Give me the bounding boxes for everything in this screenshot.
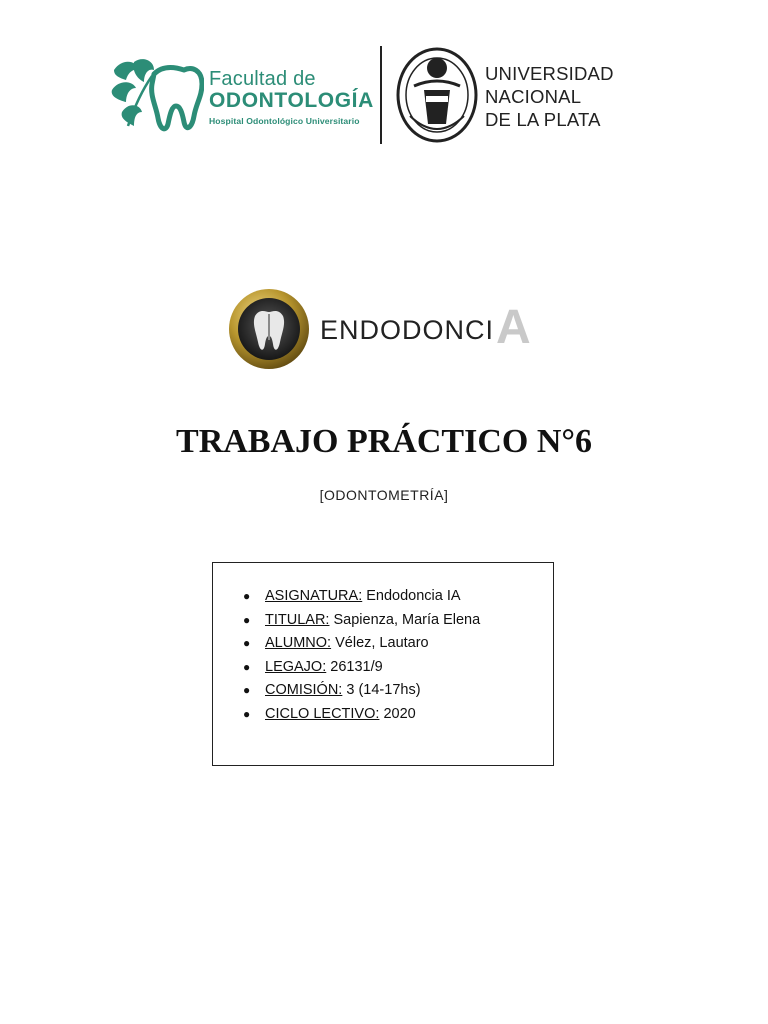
info-label: ALUMNO: <box>265 635 332 651</box>
info-item-asignatura <box>243 585 480 609</box>
bullet-icon: ● <box>243 589 251 603</box>
page-subtitle: [ODONTOMETRÍA] <box>319 487 449 503</box>
university-seal-icon <box>396 46 478 144</box>
info-label: TITULAR: <box>265 611 330 628</box>
info-item-alumno <box>243 632 480 656</box>
university-name-line3: DE LA PLATA <box>485 109 601 130</box>
info-label: ASIGNATURA: <box>265 588 363 604</box>
info-value: 2020 <box>379 705 416 722</box>
course-logo-accent-letter: A <box>496 301 531 354</box>
course-logo-text: ENDODONCI <box>320 315 495 345</box>
info-value: Vélez, Lautaro <box>331 635 429 651</box>
university-name-line2: NACIONAL <box>485 86 582 107</box>
bullet-icon: ● <box>243 636 251 650</box>
info-item-legajo <box>243 656 480 680</box>
header-divider <box>380 46 382 144</box>
page-title: TRABAJO PRÁCTICO N°6 <box>176 423 592 460</box>
faculty-name-line1: Facultad de <box>209 68 316 90</box>
info-value: Sapienza, María Elena <box>329 611 481 628</box>
endodoncia-tooth-badge-icon <box>228 288 310 370</box>
info-label: LEGAJO: <box>265 658 327 675</box>
faculty-name-line2: ODONTOLOGÍA <box>209 89 374 112</box>
faculty-tooth-leaf-logo <box>108 56 204 136</box>
student-info-list <box>243 585 480 726</box>
bullet-icon: ● <box>243 706 251 721</box>
bullet-icon: ● <box>243 683 251 697</box>
bullet-icon: ● <box>243 612 251 627</box>
info-value: 3 (14-17hs) <box>342 682 421 698</box>
info-label: COMISIÓN: <box>265 682 343 698</box>
info-item-titular <box>243 609 480 633</box>
info-value: Endodoncia IA <box>362 588 461 604</box>
student-info-box <box>212 562 554 766</box>
bullet-icon: ● <box>243 659 251 674</box>
info-item-comision <box>243 679 480 703</box>
faculty-hospital-line: Hospital Odontológico Universitario <box>209 116 360 126</box>
info-label: CICLO LECTIVO: <box>265 705 380 722</box>
info-value: 26131/9 <box>326 658 383 675</box>
university-name-line1: UNIVERSIDAD <box>485 63 614 84</box>
info-item-ciclo-lectivo <box>243 703 480 727</box>
